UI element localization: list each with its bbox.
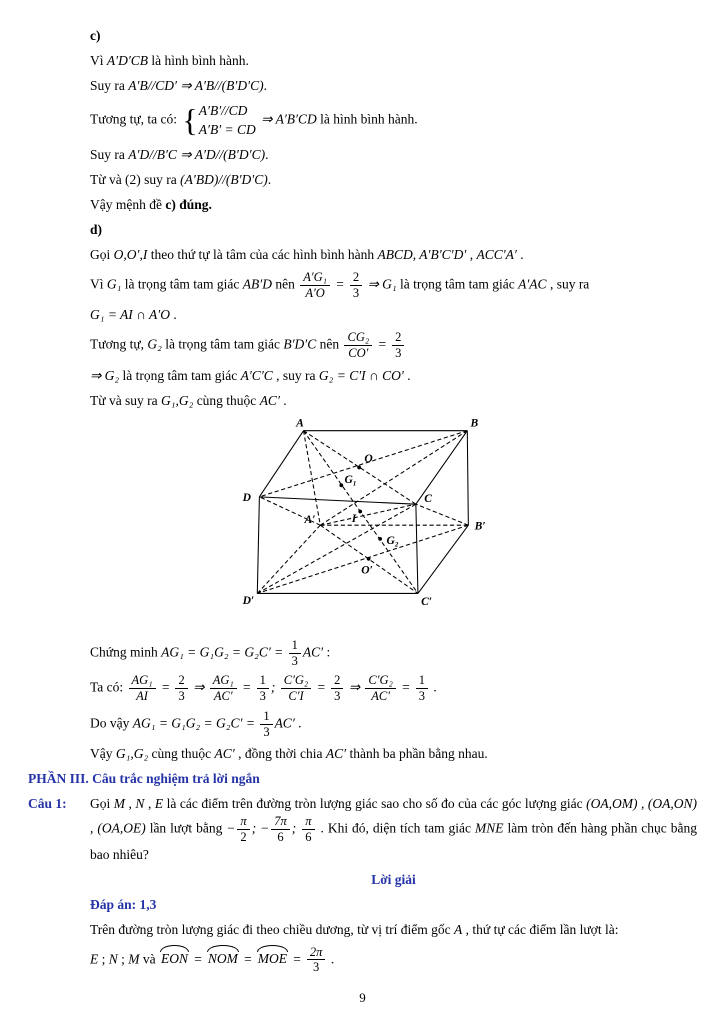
paragraph (90, 51, 697, 71)
text-run: Chứng minh (90, 644, 162, 660)
text-run: Do vậy (90, 715, 133, 731)
text-run: : (323, 644, 331, 660)
text-run: . (170, 307, 177, 323)
text-run: Tương tự, ta có: (90, 111, 181, 127)
text-run: , suy ra (546, 276, 590, 292)
point-dot-I (358, 509, 362, 513)
point-label-O′: O′ (361, 564, 373, 577)
fraction (271, 814, 290, 845)
math-run: MNE (475, 820, 504, 836)
math-run: A′B′//CD (198, 102, 248, 118)
text-run: Vì (90, 276, 107, 292)
fraction-denominator: A′O (300, 285, 330, 301)
bold-run: c) đúng. (165, 196, 212, 212)
fraction-denominator: AI (129, 688, 156, 704)
point-label-A′: A′ (304, 513, 316, 526)
fraction-numerator: 1 (259, 673, 266, 688)
fraction (289, 638, 301, 669)
fraction (350, 270, 362, 301)
math-run: AC′ (325, 746, 347, 762)
text-run: là trọng tâm tam giác (161, 336, 284, 352)
fraction-numerator: 7π (274, 814, 287, 829)
fraction-denominator: 3 (331, 688, 343, 704)
math-run: AC′ (214, 746, 235, 762)
math-run: AC′ (302, 644, 324, 660)
dashed-edge-Dp-C (257, 504, 416, 593)
point-label-D′: D′ (242, 594, 255, 607)
text-run: cùng thuộc (148, 746, 215, 762)
point-label-B′: B′ (474, 520, 486, 533)
fraction-numerator: CG₂ (347, 330, 370, 345)
fraction-numerator: 2 (334, 673, 341, 688)
point-label-A: A (296, 417, 304, 430)
text-run: . (265, 147, 269, 163)
fraction (281, 673, 311, 704)
system-row (199, 120, 256, 140)
text-run: Gọi (90, 796, 114, 812)
fraction-denominator: 3 (289, 653, 301, 669)
text-run: Vậy (90, 746, 116, 762)
math-run: − (226, 820, 236, 836)
bold-run: c) (90, 28, 101, 43)
math-run: = (374, 336, 391, 352)
math-run: = (190, 950, 206, 966)
text-run: , thứ tự các điểm lần lượt là: (462, 921, 619, 937)
dashed-edge-Ap-Dp (257, 525, 320, 593)
text-run: . (429, 679, 437, 695)
fraction-numerator: AG₁ (212, 673, 234, 688)
math-run: = (332, 276, 348, 292)
math-run: A′D//B′C ⇒ A′D//(B′D′C) (128, 147, 266, 163)
math-run: O,O′,I (113, 246, 148, 262)
math-run: A′C′C (240, 367, 273, 383)
math-run: G₁,G₂ (115, 746, 149, 762)
fraction-numerator: 1 (263, 708, 270, 723)
fraction (365, 673, 395, 704)
paragraph (90, 170, 697, 190)
fraction-numerator: C′G₂ (368, 673, 393, 688)
point-label-O: O (364, 452, 373, 465)
math-run: ⇒ A′B′CD (257, 111, 321, 127)
fraction-denominator: 2 (237, 829, 249, 845)
math-run: AC′ (274, 715, 295, 731)
fraction-numerator: 2 (178, 673, 185, 688)
fraction (129, 673, 156, 704)
text-run: . (327, 950, 335, 966)
item-c-label (90, 26, 697, 46)
fraction-denominator: CO′ (344, 345, 372, 361)
fraction (175, 673, 187, 704)
math-run: ABCD, A′B′C′D′ (377, 246, 467, 262)
fraction-numerator: π (240, 814, 247, 829)
paragraph (90, 330, 697, 361)
text-run: Tương tự, (90, 336, 148, 352)
paragraph (90, 638, 697, 669)
fraction (210, 673, 237, 704)
point-label-B: B (470, 417, 479, 430)
paragraph (90, 305, 697, 325)
system-rows (199, 101, 256, 140)
text-run: là trọng tâm tam giác (121, 276, 243, 292)
accent-run: Đáp án: 1,3 (90, 896, 157, 912)
paragraph (90, 195, 697, 215)
text-run: . (267, 172, 272, 187)
solid-edge-B-Bp (467, 430, 468, 525)
text-run: Suy ra (90, 77, 129, 93)
text-run: là trọng tâm tam giác (396, 276, 519, 292)
fraction (257, 673, 269, 704)
fraction (307, 945, 326, 976)
solution-heading (90, 870, 697, 890)
point-label-C′: C′ (421, 595, 433, 608)
text-run: làm tròn đến hàng phần chục bằng bao nhiêu? (90, 820, 697, 862)
dashed-edge-A-Ap (304, 430, 321, 525)
fraction (237, 814, 249, 845)
math-run: A (454, 921, 463, 937)
question-label: Câu 1: (28, 796, 67, 812)
math-run: = (289, 950, 305, 966)
fraction-numerator: 2 (395, 330, 402, 345)
fraction-denominator: 3 (307, 959, 326, 975)
math-run: (A′BD)//(B′D′C) (180, 172, 268, 187)
text-run: ; (117, 950, 129, 966)
solid-edge-D-C (259, 497, 415, 504)
fraction-denominator: 3 (416, 688, 428, 704)
text-run: Từ và (2) suy ra (90, 172, 181, 187)
fraction (260, 709, 272, 740)
fraction-numerator: 2π (309, 944, 323, 959)
fraction-denominator: 6 (271, 829, 290, 845)
fraction-numerator: A′G₁ (303, 269, 327, 284)
math-run: G₂ = C′I ∩ CO′ (318, 367, 404, 383)
paragraph (90, 245, 697, 265)
page-number: 9 (359, 990, 366, 1005)
section-heading (28, 769, 697, 789)
point-dot-G2 (378, 537, 382, 541)
math-run: G₁ (106, 276, 122, 292)
math-run: N (108, 950, 118, 966)
solid-edge-D-Dp (257, 497, 259, 594)
text-run: . (294, 715, 302, 731)
fraction (300, 270, 330, 301)
fraction-numerator: 1 (291, 637, 298, 652)
fraction (302, 814, 314, 845)
text-run: . (279, 392, 287, 408)
point-label-G₂: G₂ (386, 534, 399, 547)
paragraph (90, 145, 697, 165)
paragraph (90, 101, 697, 140)
math-run: ⇒ (345, 679, 364, 695)
answer-line (90, 895, 697, 915)
fraction-denominator: 3 (257, 688, 269, 704)
text-run: là trọng tâm tam giác (119, 367, 241, 383)
point-dot-O (357, 465, 361, 469)
fraction (331, 673, 343, 704)
accent-run: Lời giải (371, 871, 416, 887)
fraction-denominator: 3 (260, 724, 272, 740)
dashed-edge-Bp-C (416, 504, 469, 525)
math-run: G₁,G₂ (161, 392, 194, 408)
text-run: Suy ra (90, 147, 129, 163)
math-run: = (397, 679, 414, 695)
text-run: cùng thuộc (193, 392, 260, 408)
math-run: M (113, 796, 126, 812)
text-run: Trên đường tròn lượng giác đi theo chiều dương, từ vị trí điểm gốc (90, 921, 455, 937)
text-run: . (263, 77, 267, 93)
fraction-denominator: 3 (350, 285, 362, 301)
fraction-denominator: C′I (281, 688, 311, 704)
bold-run: d) (90, 221, 103, 237)
math-run: A′AC (518, 276, 547, 292)
math-run: ACC′A′ (476, 246, 517, 262)
paragraph (90, 709, 697, 740)
arc-angle: EON (159, 949, 190, 969)
point-label-G₁: G₁ (344, 473, 357, 486)
brace-system (182, 101, 255, 140)
fraction-numerator: AG₁ (131, 673, 153, 688)
fraction (416, 673, 428, 704)
system-row (199, 101, 256, 121)
arc-angle: NOM (206, 949, 240, 969)
text-run: , suy ra (272, 367, 319, 383)
math-run: = (239, 950, 256, 966)
text-run: Ta có: (90, 679, 127, 695)
math-run: AG₁ = G₁G₂ = G₂C′ = (132, 715, 259, 731)
text-run: , (144, 796, 155, 812)
paragraph (90, 945, 697, 976)
math-run: A′B//CD′ ⇒ A′B//(B′D′C) (128, 77, 264, 93)
math-run: = (313, 679, 330, 695)
point-dot-Op (367, 557, 371, 561)
math-run: N (135, 796, 145, 812)
math-run: = (238, 679, 255, 695)
fraction (392, 330, 404, 361)
math-run: AG₁ = G₁G₂ = G₂C′ = (161, 644, 287, 660)
math-run: AC′ (259, 392, 280, 408)
text-run: là các điểm trên đường tròn lượng giác sao cho số đo của các góc lượng giác (163, 796, 587, 812)
math-run: G₁ = AI ∩ A′O (90, 307, 171, 323)
math-run: M (128, 950, 140, 966)
fraction-numerator: 1 (418, 673, 425, 688)
text-run: thành ba phần bằng nhau. (346, 746, 488, 762)
text-run: , (466, 246, 477, 262)
question-1 (28, 794, 697, 864)
math-run: E (90, 950, 99, 966)
math-run: A′D′CB (106, 52, 149, 68)
geometry-figure (230, 416, 503, 630)
fraction-numerator: π (305, 814, 312, 829)
fraction-numerator: C′G₂ (283, 673, 309, 688)
text-run: . (403, 367, 411, 383)
fraction-denominator: 6 (302, 829, 314, 845)
solid-edge-C-Cp (416, 504, 418, 593)
text-run: . Khi đó, diện tích tam giác (316, 820, 475, 836)
fraction-denominator: 3 (175, 688, 187, 704)
left-brace-icon: { (182, 102, 198, 139)
parallelepiped-diagram (230, 416, 503, 626)
math-run: (OA,OM) , (OA,ON) , (OA,OE) (90, 796, 697, 836)
math-run: ⇒ G₂ (90, 367, 120, 383)
math-run: ⇒ (189, 679, 208, 695)
paragraph (90, 76, 697, 96)
dashed-edge-B-D (259, 430, 467, 496)
paragraph (90, 391, 697, 411)
text-run: là hình bình hành. (148, 52, 249, 68)
text-run: , (125, 796, 136, 812)
point-label-C: C (424, 492, 432, 505)
paragraph (90, 920, 697, 940)
math-run: ; (291, 820, 301, 836)
math-run: A′B′ = CD (198, 122, 256, 138)
fraction-denominator: AC′ (210, 688, 237, 704)
fraction-denominator: AC′ (365, 688, 395, 704)
text-run: nên (272, 276, 299, 292)
paragraph (90, 673, 697, 704)
fraction-denominator: 3 (392, 345, 404, 361)
math-run: AB′D (242, 276, 272, 292)
text-run: . (516, 246, 524, 262)
text-run: Vì (90, 52, 107, 68)
text-run: Vậy mệnh đề (90, 196, 166, 212)
point-label-D: D (242, 491, 251, 504)
text-run: theo thứ tự là tâm của các hình bình hành (147, 246, 378, 262)
dashed-edge-Bp-Dp (257, 525, 468, 593)
paragraph (90, 366, 697, 386)
text-run: nên (316, 336, 343, 352)
item-d-label (90, 220, 697, 240)
math-run: E (154, 796, 164, 812)
math-run: ⇒ G₁ (364, 276, 397, 292)
text-run: Từ và suy ra (90, 392, 162, 408)
math-run: B′D′C (283, 336, 317, 352)
text-run: , đồng thời chia (234, 746, 326, 762)
math-run: ; − (251, 820, 270, 836)
text-run: và (139, 950, 160, 966)
math-run: = (157, 679, 174, 695)
math-run: ; (270, 679, 279, 695)
dashed-edge-Ap-B (320, 430, 467, 525)
text-run: ; (98, 950, 109, 966)
point-label-I: I (351, 512, 357, 525)
paragraph (90, 744, 697, 764)
text-run: là hình bình hành. (320, 111, 418, 127)
text-run: Gọi (90, 246, 114, 262)
solid-edge-A-D (259, 430, 303, 496)
paragraph (90, 270, 697, 301)
text-run: lần lượt bằng (145, 820, 227, 836)
accent-run: PHẦN III. Câu trắc nghiệm trả lời ngắn (28, 771, 260, 787)
fraction-numerator: 2 (352, 269, 360, 284)
point-dot-G1 (339, 483, 343, 487)
fraction (344, 330, 372, 361)
arc-angle: MOE (256, 949, 289, 969)
math-run: G₂ (147, 336, 162, 352)
solid-edge-Cp-Bp (418, 525, 468, 593)
